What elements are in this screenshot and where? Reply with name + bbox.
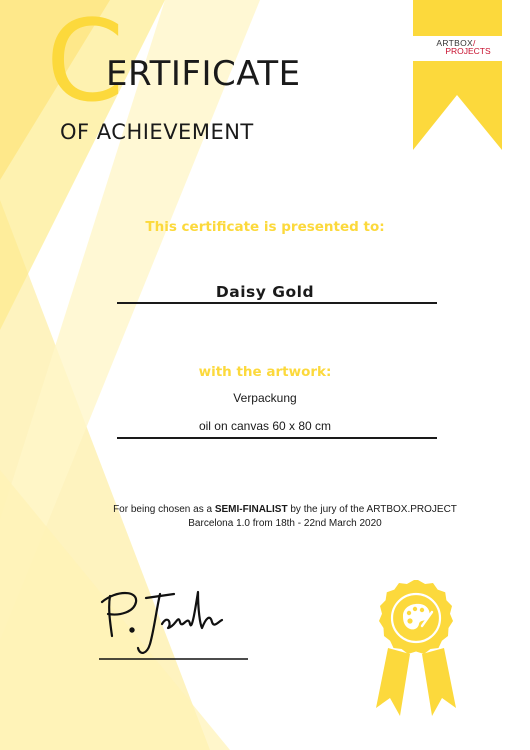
statement-post: by the jury of the ARTBOX.PROJECT <box>287 504 457 515</box>
logo-slash: / <box>472 38 476 48</box>
rosette-ribbon-left <box>376 648 410 716</box>
corner-ribbon <box>413 0 502 150</box>
award-rosette-icon <box>370 578 462 716</box>
artwork-medium: oil on canvas 60 x 80 cm <box>198 419 332 433</box>
logo-projects: PROJECTS <box>445 46 491 56</box>
presented-label: This certificate is presented to: <box>145 219 385 235</box>
artwork-underline <box>117 437 437 439</box>
title-initial: C <box>46 0 125 127</box>
statement-line2: Barcelona 1.0 from 18th - 22nd March 2020 <box>188 518 382 529</box>
signature-icon <box>98 584 248 664</box>
page-title: ERTIFICATE <box>106 54 301 94</box>
recipient-underline <box>117 302 437 304</box>
statement-line1 <box>0 503 530 517</box>
artwork-title: Verpackung <box>233 391 297 405</box>
statement-pre: For being chosen as a <box>113 504 215 515</box>
rosette-ribbon-right <box>422 648 456 716</box>
page-subtitle: OF ACHIEVEMENT <box>60 120 254 144</box>
statement-bold: SEMI-FINALIST <box>214 504 288 515</box>
recipient-name: Daisy Gold <box>215 283 315 301</box>
artwork-label: with the artwork: <box>198 364 332 380</box>
artbox-logo <box>412 38 500 56</box>
achievement-statement <box>0 503 530 531</box>
logo-artbox: ARTBOX <box>436 38 473 48</box>
